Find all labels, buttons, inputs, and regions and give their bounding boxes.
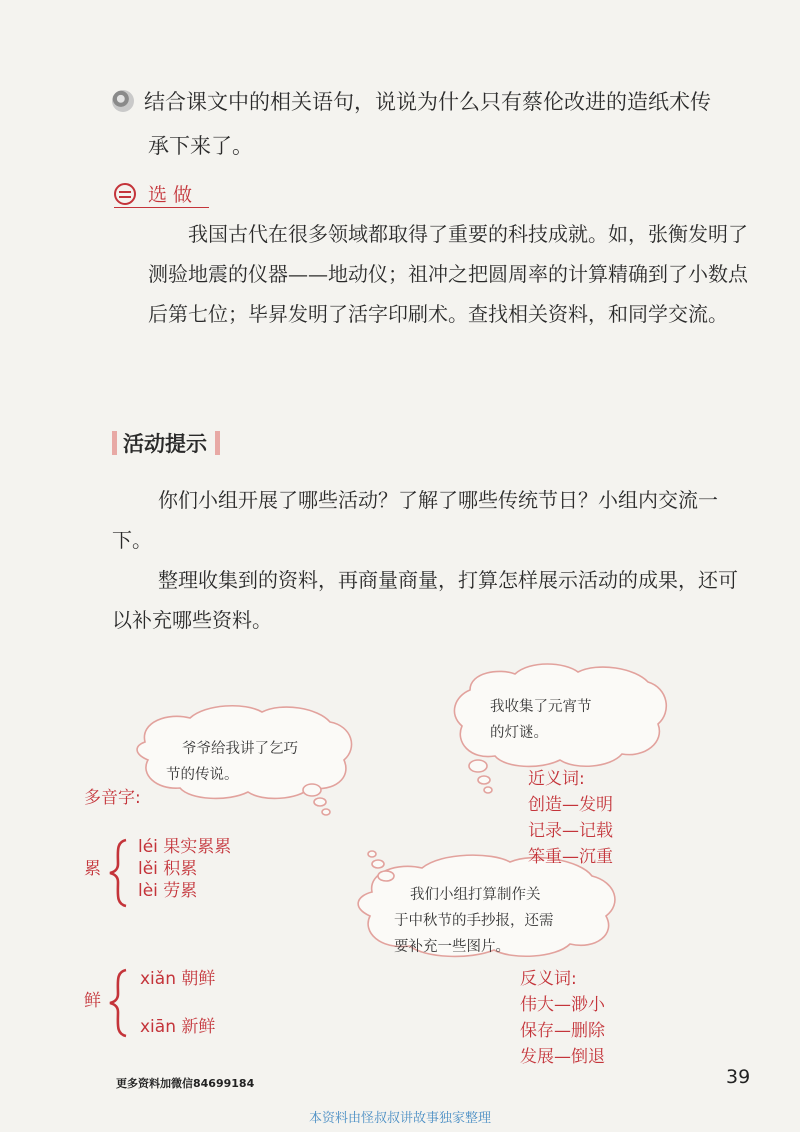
footer-wechat-note: 更多资料加微信84699184	[116, 1077, 255, 1090]
bubble-top-right-dot-1	[469, 760, 487, 772]
lei-item: lěi 积累	[138, 859, 198, 879]
bubble-top-right-dot-2	[478, 776, 490, 784]
synonym-item: 笨重—沉重	[528, 847, 613, 867]
bubble-top-right-text	[490, 694, 592, 746]
bubble-bottom-line-3: 要补充一些图片。	[394, 939, 510, 955]
bubble-left-dot-1	[303, 784, 321, 796]
page-number: 39	[726, 1066, 751, 1088]
antonym-title: 反义词:	[520, 969, 577, 989]
polyphone-title: 多音字:	[84, 788, 141, 808]
antonym-item: 发展—倒退	[520, 1047, 605, 1067]
xian-item: xiǎn 朝鲜	[140, 969, 216, 989]
xian-brace	[108, 968, 130, 1038]
lei-brace	[108, 838, 130, 908]
bubble-top-right-dot-3	[484, 787, 492, 793]
bubble-left-line-1: 爷爷给我讲了乞巧	[182, 741, 298, 757]
synonyms-block	[528, 766, 613, 870]
bubble-bottom-text	[394, 882, 554, 960]
optional-task-label: 选 做	[148, 184, 193, 206]
question-line-1: 结合课文中的相关语句，说说为什么只有蔡伦改进的造纸术传	[144, 90, 711, 114]
bubble-bottom-dot-1	[378, 871, 394, 881]
activity-paragraph-1: 你们小组开展了哪些活动？了解了哪些传统节日？小组内交流一下。	[112, 488, 718, 552]
antonyms-block	[520, 966, 605, 1070]
question-line-2: 承下来了。	[148, 134, 253, 158]
synonym-item: 记录—记载	[528, 821, 613, 841]
antonym-item: 伟大—渺小	[520, 995, 605, 1015]
synonym-item: 创造—发明	[528, 795, 613, 815]
bubble-left-line-2: 节的传说。	[166, 767, 239, 783]
optional-task-text: 我国古代在很多领域都取得了重要的科技成就。如，张衡发明了测验地震的仪器——地动仪；祖冲之把圆周率的计算精确到了小数点后第七位；毕昇发明了活字印刷术。查找相关资料，和同学交流。	[148, 222, 748, 326]
lei-list	[138, 836, 231, 902]
lei-item: léi 果实累累	[138, 837, 232, 857]
activity-heading-text: 活动提示	[123, 432, 207, 456]
xian-item: xiān 新鲜	[140, 1017, 216, 1037]
bubble-left-dot-2	[314, 798, 326, 806]
bubble-bottom-line-1: 我们小组打算制作关	[410, 887, 541, 903]
activity-paragraph-2: 整理收集到的资料，再商量商量，打算怎样展示活动的成果，还可以补充哪些资料。	[112, 568, 738, 632]
bubble-bottom-dot-3	[368, 851, 376, 857]
xian-character: 鲜	[84, 991, 101, 1011]
footer-credit: 本资料由怪叔叔讲故事独家整理	[308, 1111, 491, 1126]
bubble-top-right-line-1: 我收集了元宵节	[490, 699, 592, 715]
synonym-title: 近义词:	[528, 769, 585, 789]
bubble-left-dot-3	[322, 809, 330, 815]
antonym-item: 保存—删除	[520, 1021, 605, 1041]
bubble-bottom-dot-2	[372, 860, 384, 868]
lei-character: 累	[84, 859, 101, 879]
bubble-left-text	[166, 736, 298, 788]
lei-item: lèi 劳累	[138, 881, 198, 901]
bubble-top-right-line-2: 的灯谜。	[490, 725, 548, 741]
bubble-bottom-line-2: 于中秋节的手抄报，还需	[394, 913, 554, 929]
